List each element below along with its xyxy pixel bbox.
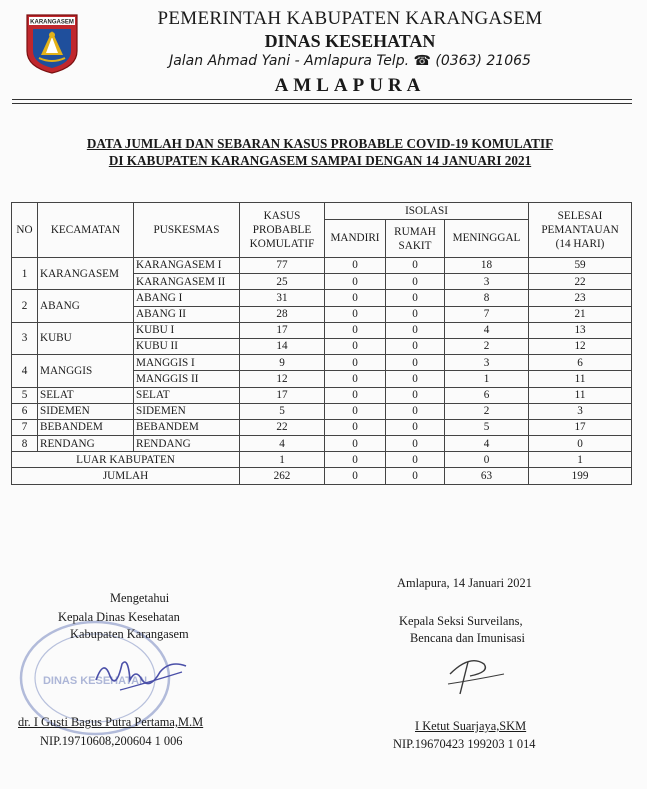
cell-rumah-sakit: 0 <box>386 258 445 274</box>
header-puskesmas: PUSKESMAS <box>134 203 240 258</box>
covid-data-table <box>11 202 632 485</box>
cell-kecamatan: BEBANDEM <box>38 419 134 435</box>
cell-puskesmas: KARANGASEM II <box>134 274 240 290</box>
cell-kecamatan: SELAT <box>38 387 134 403</box>
cell-rumah-sakit: 0 <box>386 290 445 306</box>
cell-kasus: 17 <box>240 322 325 338</box>
cell-rumah-sakit: 0 <box>386 338 445 354</box>
cell-mandiri: 0 <box>325 371 386 387</box>
cell-puskesmas: KARANGASEM I <box>134 258 240 274</box>
header-kasus <box>240 203 325 258</box>
cell-meninggal: 5 <box>445 419 529 435</box>
header-rumah-sakit <box>386 220 445 258</box>
cell-no: 3 <box>12 322 38 354</box>
header-city: AMLAPURA <box>274 75 426 96</box>
table-row-jumlah <box>12 468 632 484</box>
svg-text:KARANGASEM: KARANGASEM <box>30 19 74 26</box>
header-agency: DINAS KESEHATAN <box>264 31 436 51</box>
header-isolasi: ISOLASI <box>325 203 529 220</box>
cell-rumah-sakit: 0 <box>386 419 445 435</box>
header-selesai-line2: PEMANTAUAN <box>541 224 619 236</box>
cell-no: 8 <box>12 436 38 452</box>
cell-puskesmas: ABANG II <box>134 306 240 322</box>
svg-text:DINAS KESEHATAN: DINAS KESEHATAN <box>42 675 148 687</box>
left-signer-nip: NIP.19710608,200604 1 006 <box>40 734 183 748</box>
cell-rumah-sakit: 0 <box>386 371 445 387</box>
header-kasus-line2: PROBABLE <box>252 224 312 236</box>
cell-kecamatan: KARANGASEM <box>38 258 134 290</box>
header-meninggal: MENINGGAL <box>445 220 529 258</box>
cell-selesai: 12 <box>529 338 632 354</box>
cell-kasus: 22 <box>240 419 325 435</box>
cell-selesai: 199 <box>529 468 632 484</box>
table-row <box>12 436 632 452</box>
cell-rumah-sakit: 0 <box>386 387 445 403</box>
table-row <box>12 258 632 274</box>
cell-meninggal: 0 <box>445 452 529 468</box>
header-kecamatan: KECAMATAN <box>38 203 134 258</box>
cell-rumah-sakit: 0 <box>386 322 445 338</box>
document-title: DATA JUMLAH DAN SEBARAN KASUS PROBABLE COVID-19 KOMULATIF <box>86 136 554 151</box>
cell-selesai: 22 <box>529 274 632 290</box>
cell-mandiri: 0 <box>325 274 386 290</box>
cell-selesai: 23 <box>529 290 632 306</box>
cell-mandiri: 0 <box>325 436 386 452</box>
cell-rumah-sakit: 0 <box>386 403 445 419</box>
cell-meninggal: 1 <box>445 371 529 387</box>
cell-rumah-sakit: 0 <box>386 274 445 290</box>
table-row <box>12 419 632 435</box>
header-kasus-line1: KASUS <box>263 210 301 222</box>
cell-selesai: 0 <box>529 436 632 452</box>
header-rs-line1: RUMAH <box>394 225 436 238</box>
cell-kasus: 25 <box>240 274 325 290</box>
cell-kasus: 262 <box>240 468 325 484</box>
cell-kasus: 14 <box>240 338 325 354</box>
left-acknowledged: Mengetahui <box>110 591 170 605</box>
cell-kasus: 31 <box>240 290 325 306</box>
header-divider <box>12 99 632 100</box>
cell-no: 5 <box>12 387 38 403</box>
table-row <box>12 322 632 338</box>
cell-rumah-sakit: 0 <box>386 452 445 468</box>
right-signature-scribble <box>440 650 510 698</box>
header-government: PEMERINTAH KABUPATEN KARANGASEM <box>157 8 543 29</box>
cell-no: 1 <box>12 258 38 290</box>
header-mandiri: MANDIRI <box>325 220 386 258</box>
cell-meninggal: 7 <box>445 306 529 322</box>
cell-kecamatan: MANGGIS <box>38 355 134 387</box>
cell-no: 6 <box>12 403 38 419</box>
cell-kasus: 17 <box>240 387 325 403</box>
table-row <box>12 403 632 419</box>
cell-meninggal: 2 <box>445 403 529 419</box>
header-address: Jalan Ahmad Yani - Amlapura Telp. ☎ (0363) 21065 <box>169 53 531 69</box>
cell-mandiri: 0 <box>325 338 386 354</box>
cell-selesai: 6 <box>529 355 632 371</box>
left-signature-scribble <box>90 650 190 698</box>
cell-selesai: 17 <box>529 419 632 435</box>
left-position-title: Kepala Dinas Kesehatan <box>58 610 180 624</box>
cell-mandiri: 0 <box>325 290 386 306</box>
cell-selesai: 11 <box>529 387 632 403</box>
cell-kecamatan: RENDANG <box>38 436 134 452</box>
cell-mandiri: 0 <box>325 403 386 419</box>
left-position-region: Kabupaten Karangasem <box>70 627 189 641</box>
cell-kasus: 28 <box>240 306 325 322</box>
cell-mandiri: 0 <box>325 322 386 338</box>
cell-meninggal: 18 <box>445 258 529 274</box>
cell-mandiri: 0 <box>325 258 386 274</box>
cell-mandiri: 0 <box>325 355 386 371</box>
right-signer-name: I Ketut Suarjaya,SKM <box>415 719 527 733</box>
cell-kecamatan: KUBU <box>38 322 134 354</box>
cell-kasus: 77 <box>240 258 325 274</box>
cell-selesai: 11 <box>529 371 632 387</box>
cell-puskesmas: ABANG I <box>134 290 240 306</box>
karangasem-logo <box>23 11 81 75</box>
cell-rumah-sakit: 0 <box>386 436 445 452</box>
cell-puskesmas: MANGGIS II <box>134 371 240 387</box>
cell-luar-label: LUAR KABUPATEN <box>12 452 240 468</box>
cell-mandiri: 0 <box>325 387 386 403</box>
cell-meninggal: 4 <box>445 436 529 452</box>
cell-puskesmas: SIDEMEN <box>134 403 240 419</box>
left-signer-name: dr. I Gusti Bagus Putra Pertama,M.M <box>18 715 204 729</box>
document-subtitle: DI KABUPATEN KARANGASEM SAMPAI DENGAN 14 JANUARI 2021 <box>108 153 532 168</box>
header-selesai <box>529 203 632 258</box>
header-divider-thin <box>12 103 632 104</box>
cell-selesai: 13 <box>529 322 632 338</box>
cell-selesai: 1 <box>529 452 632 468</box>
cell-puskesmas: SELAT <box>134 387 240 403</box>
cell-selesai: 59 <box>529 258 632 274</box>
cell-no: 2 <box>12 290 38 322</box>
cell-kecamatan: SIDEMEN <box>38 403 134 419</box>
cell-meninggal: 8 <box>445 290 529 306</box>
header-no: NO <box>12 203 38 258</box>
table-row <box>12 387 632 403</box>
cell-rumah-sakit: 0 <box>386 468 445 484</box>
header-kasus-line3: KOMULATIF <box>249 238 315 250</box>
cell-rumah-sakit: 0 <box>386 306 445 322</box>
table-row <box>12 355 632 371</box>
cell-puskesmas: RENDANG <box>134 436 240 452</box>
header-selesai-line1: SELESAI <box>557 210 603 222</box>
cell-kasus: 1 <box>240 452 325 468</box>
cell-meninggal: 3 <box>445 355 529 371</box>
cell-puskesmas: KUBU I <box>134 322 240 338</box>
table-row-luar-kabupaten <box>12 452 632 468</box>
cell-meninggal: 6 <box>445 387 529 403</box>
cell-kecamatan: ABANG <box>38 290 134 322</box>
right-place-date: Amlapura, 14 Januari 2021 <box>397 576 532 590</box>
cell-rumah-sakit: 0 <box>386 355 445 371</box>
cell-puskesmas: MANGGIS I <box>134 355 240 371</box>
cell-selesai: 3 <box>529 403 632 419</box>
cell-meninggal: 63 <box>445 468 529 484</box>
header-rs-line2: SAKIT <box>398 239 432 252</box>
cell-no: 7 <box>12 419 38 435</box>
cell-selesai: 21 <box>529 306 632 322</box>
right-signer-nip: NIP.19670423 199203 1 014 <box>393 737 536 751</box>
cell-puskesmas: BEBANDEM <box>134 419 240 435</box>
cell-jumlah-label: JUMLAH <box>12 468 240 484</box>
cell-meninggal: 4 <box>445 322 529 338</box>
cell-no: 4 <box>12 355 38 387</box>
cell-mandiri: 0 <box>325 452 386 468</box>
cell-puskesmas: KUBU II <box>134 338 240 354</box>
cell-mandiri: 0 <box>325 419 386 435</box>
cell-mandiri: 0 <box>325 468 386 484</box>
cell-kasus: 9 <box>240 355 325 371</box>
cell-kasus: 12 <box>240 371 325 387</box>
cell-mandiri: 0 <box>325 306 386 322</box>
header-selesai-line3: (14 HARI) <box>555 238 605 250</box>
cell-meninggal: 2 <box>445 338 529 354</box>
cell-kasus: 4 <box>240 436 325 452</box>
table-row <box>12 290 632 306</box>
cell-meninggal: 3 <box>445 274 529 290</box>
cell-kasus: 5 <box>240 403 325 419</box>
right-position-unit: Bencana dan Imunisasi <box>410 631 525 645</box>
right-position-title: Kepala Seksi Surveilans, <box>399 614 523 628</box>
